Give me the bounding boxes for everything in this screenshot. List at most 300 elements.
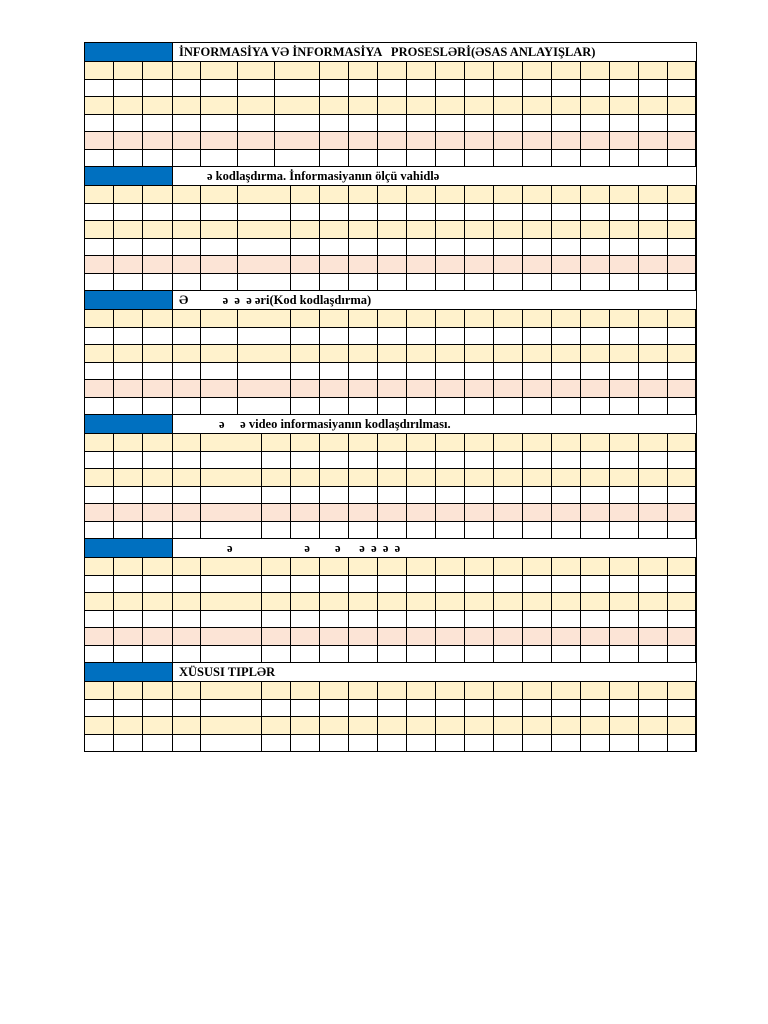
grid-cell[interactable] [85,611,114,628]
grid-cell[interactable] [201,328,238,345]
grid-cell[interactable] [639,363,668,380]
grid-cell[interactable] [436,576,465,593]
grid-cell[interactable] [436,239,465,256]
grid-cell[interactable] [114,452,143,469]
grid-cell[interactable] [523,380,552,397]
grid-cell[interactable] [85,310,114,327]
grid-cell[interactable] [85,380,114,397]
grid-cell[interactable] [201,469,262,486]
grid-cell[interactable] [114,363,143,380]
grid-cell[interactable] [143,628,173,645]
grid-cell[interactable] [552,62,581,79]
section-title[interactable]: XÜSUSI TIPLƏR [179,665,276,679]
grid-cell[interactable] [378,558,407,575]
grid-cell[interactable] [494,132,523,149]
grid-cell[interactable] [291,186,320,203]
grid-cell[interactable] [85,628,114,645]
grid-cell[interactable] [114,150,143,167]
grid-cell[interactable] [465,256,494,273]
grid-cell[interactable] [291,274,320,291]
grid-cell[interactable] [407,452,436,469]
grid-cell[interactable] [238,274,291,291]
grid-cell[interactable] [378,380,407,397]
grid-cell[interactable] [668,593,696,610]
grid-cell[interactable] [581,398,610,415]
grid-cell[interactable] [494,593,523,610]
grid-cell[interactable] [238,186,291,203]
grid-cell[interactable] [201,62,238,79]
grid-cell[interactable] [523,504,552,521]
grid-cell[interactable] [262,469,291,486]
grid-cell[interactable] [494,504,523,521]
grid-cell[interactable] [465,97,494,114]
grid-cell[interactable] [465,717,494,734]
grid-cell[interactable] [378,239,407,256]
grid-cell[interactable] [436,363,465,380]
grid-cell[interactable] [114,204,143,221]
grid-cell[interactable] [552,328,581,345]
grid-cell[interactable] [238,204,291,221]
grid-cell[interactable] [639,469,668,486]
grid-cell[interactable] [581,469,610,486]
grid-cell[interactable] [610,628,639,645]
grid-cell[interactable] [581,239,610,256]
grid-cell[interactable] [523,221,552,238]
grid-cell[interactable] [143,735,173,752]
grid-cell[interactable] [143,504,173,521]
grid-cell[interactable] [494,380,523,397]
grid-cell[interactable] [143,115,173,132]
grid-cell[interactable] [407,434,436,451]
grid-cell[interactable] [407,328,436,345]
grid-cell[interactable] [494,310,523,327]
grid-cell[interactable] [291,452,320,469]
grid-cell[interactable] [378,204,407,221]
grid-cell[interactable] [291,558,320,575]
grid-cell[interactable] [85,398,114,415]
grid-cell[interactable] [610,646,639,663]
grid-cell[interactable] [173,576,201,593]
grid-cell[interactable] [610,239,639,256]
grid-cell[interactable] [552,593,581,610]
grid-cell[interactable] [349,576,378,593]
grid-cell[interactable] [85,221,114,238]
grid-cell[interactable] [173,310,201,327]
grid-cell[interactable] [85,700,114,717]
grid-cell[interactable] [639,310,668,327]
grid-cell[interactable] [173,452,201,469]
grid-cell[interactable] [639,132,668,149]
grid-cell[interactable] [114,469,143,486]
grid-cell[interactable] [320,345,349,362]
grid-cell[interactable] [349,434,378,451]
grid-cell[interactable] [114,593,143,610]
grid-cell[interactable] [143,469,173,486]
grid-cell[interactable] [114,434,143,451]
grid-cell[interactable] [465,363,494,380]
header-accent-cell[interactable] [85,663,173,681]
grid-cell[interactable] [639,186,668,203]
grid-cell[interactable] [85,363,114,380]
grid-cell[interactable] [85,239,114,256]
grid-cell[interactable] [639,221,668,238]
grid-cell[interactable] [238,345,291,362]
grid-cell[interactable] [610,186,639,203]
grid-cell[interactable] [523,487,552,504]
grid-cell[interactable] [320,256,349,273]
grid-cell[interactable] [114,62,143,79]
grid-cell[interactable] [523,115,552,132]
grid-cell[interactable] [610,97,639,114]
grid-cell[interactable] [85,452,114,469]
grid-cell[interactable] [349,274,378,291]
grid-cell[interactable] [668,469,696,486]
grid-cell[interactable] [349,717,378,734]
header-accent-cell[interactable] [85,539,173,557]
grid-cell[interactable] [436,611,465,628]
grid-cell[interactable] [85,274,114,291]
grid-cell[interactable] [320,398,349,415]
grid-cell[interactable] [143,80,173,97]
grid-cell[interactable] [201,682,262,699]
grid-cell[interactable] [238,363,291,380]
grid-cell[interactable] [610,274,639,291]
grid-cell[interactable] [291,682,320,699]
grid-cell[interactable] [436,735,465,752]
grid-cell[interactable] [407,504,436,521]
grid-cell[interactable] [610,363,639,380]
grid-cell[interactable] [238,328,291,345]
grid-cell[interactable] [552,628,581,645]
grid-cell[interactable] [465,328,494,345]
grid-cell[interactable] [552,611,581,628]
grid-cell[interactable] [639,398,668,415]
grid-cell[interactable] [173,611,201,628]
grid-cell[interactable] [552,310,581,327]
grid-cell[interactable] [143,328,173,345]
grid-cell[interactable] [668,646,696,663]
grid-cell[interactable] [523,452,552,469]
grid-cell[interactable] [173,380,201,397]
grid-cell[interactable] [639,487,668,504]
grid-cell[interactable] [378,735,407,752]
grid-cell[interactable] [523,628,552,645]
grid-cell[interactable] [201,452,262,469]
grid-cell[interactable] [581,646,610,663]
grid-cell[interactable] [639,345,668,362]
grid-cell[interactable] [262,434,291,451]
grid-cell[interactable] [407,239,436,256]
grid-cell[interactable] [668,310,696,327]
grid-cell[interactable] [581,328,610,345]
grid-cell[interactable] [552,682,581,699]
grid-cell[interactable] [173,345,201,362]
grid-cell[interactable] [494,115,523,132]
grid-cell[interactable] [668,628,696,645]
grid-cell[interactable] [238,398,291,415]
grid-cell[interactable] [143,593,173,610]
grid-cell[interactable] [173,363,201,380]
grid-cell[interactable] [320,62,349,79]
grid-cell[interactable] [494,611,523,628]
grid-cell[interactable] [552,504,581,521]
grid-cell[interactable] [581,363,610,380]
grid-cell[interactable] [465,735,494,752]
section-title[interactable]: ə ə video informasiyanın kodlaşdırılması. [219,417,451,431]
grid-cell[interactable] [552,646,581,663]
grid-cell[interactable] [465,62,494,79]
grid-cell[interactable] [639,434,668,451]
grid-cell[interactable] [494,717,523,734]
grid-cell[interactable] [581,735,610,752]
grid-cell[interactable] [114,576,143,593]
grid-cell[interactable] [668,398,696,415]
grid-cell[interactable] [320,469,349,486]
grid-cell[interactable] [668,380,696,397]
grid-cell[interactable] [552,204,581,221]
grid-cell[interactable] [173,80,201,97]
grid-cell[interactable] [494,62,523,79]
grid-cell[interactable] [85,256,114,273]
grid-cell[interactable] [552,221,581,238]
grid-cell[interactable] [114,115,143,132]
grid-cell[interactable] [320,558,349,575]
grid-cell[interactable] [378,310,407,327]
grid-cell[interactable] [407,522,436,539]
grid-cell[interactable] [436,682,465,699]
grid-cell[interactable] [465,558,494,575]
grid-cell[interactable] [173,115,201,132]
grid-cell[interactable] [173,239,201,256]
grid-cell[interactable] [494,469,523,486]
grid-cell[interactable] [85,80,114,97]
grid-cell[interactable] [581,256,610,273]
grid-cell[interactable] [610,256,639,273]
grid-cell[interactable] [581,345,610,362]
grid-cell[interactable] [668,611,696,628]
grid-cell[interactable] [465,522,494,539]
grid-cell[interactable] [201,80,238,97]
grid-cell[interactable] [349,256,378,273]
grid-cell[interactable] [581,522,610,539]
grid-cell[interactable] [465,487,494,504]
grid-cell[interactable] [378,434,407,451]
grid-cell[interactable] [320,186,349,203]
grid-cell[interactable] [668,256,696,273]
grid-cell[interactable] [581,62,610,79]
grid-cell[interactable] [436,380,465,397]
grid-cell[interactable] [407,204,436,221]
grid-cell[interactable] [407,186,436,203]
grid-cell[interactable] [143,221,173,238]
grid-cell[interactable] [668,363,696,380]
grid-cell[interactable] [523,274,552,291]
grid-cell[interactable] [639,717,668,734]
grid-cell[interactable] [85,150,114,167]
grid-cell[interactable] [465,186,494,203]
grid-cell[interactable] [639,97,668,114]
grid-cell[interactable] [378,221,407,238]
grid-cell[interactable] [349,628,378,645]
grid-cell[interactable] [610,434,639,451]
grid-cell[interactable] [436,345,465,362]
grid-cell[interactable] [173,434,201,451]
grid-cell[interactable] [291,628,320,645]
grid-cell[interactable] [668,487,696,504]
grid-cell[interactable] [291,576,320,593]
grid-cell[interactable] [610,700,639,717]
grid-cell[interactable] [494,434,523,451]
grid-cell[interactable] [610,504,639,521]
grid-cell[interactable] [523,328,552,345]
grid-cell[interactable] [378,115,407,132]
grid-cell[interactable] [262,700,291,717]
grid-cell[interactable] [581,593,610,610]
grid-cell[interactable] [173,504,201,521]
grid-cell[interactable] [291,611,320,628]
grid-cell[interactable] [143,239,173,256]
grid-cell[interactable] [668,717,696,734]
grid-cell[interactable] [85,62,114,79]
grid-cell[interactable] [85,487,114,504]
grid-cell[interactable] [639,628,668,645]
grid-cell[interactable] [201,150,238,167]
grid-cell[interactable] [523,80,552,97]
grid-cell[interactable] [114,717,143,734]
grid-cell[interactable] [581,150,610,167]
grid-cell[interactable] [407,256,436,273]
grid-cell[interactable] [143,522,173,539]
grid-cell[interactable] [201,97,238,114]
grid-cell[interactable] [523,204,552,221]
grid-cell[interactable] [143,204,173,221]
grid-cell[interactable] [201,363,238,380]
grid-cell[interactable] [407,310,436,327]
grid-cell[interactable] [523,522,552,539]
grid-cell[interactable] [262,452,291,469]
grid-cell[interactable] [201,398,238,415]
grid-cell[interactable] [494,452,523,469]
grid-cell[interactable] [349,97,378,114]
grid-cell[interactable] [378,593,407,610]
grid-cell[interactable] [639,522,668,539]
grid-cell[interactable] [668,735,696,752]
grid-cell[interactable] [291,735,320,752]
grid-cell[interactable] [320,328,349,345]
grid-cell[interactable] [523,576,552,593]
grid-cell[interactable] [668,682,696,699]
grid-cell[interactable] [668,150,696,167]
grid-cell[interactable] [494,150,523,167]
grid-cell[interactable] [436,504,465,521]
grid-cell[interactable] [173,204,201,221]
grid-cell[interactable] [291,221,320,238]
grid-cell[interactable] [349,646,378,663]
grid-cell[interactable] [201,628,262,645]
grid-cell[interactable] [610,62,639,79]
grid-cell[interactable] [85,593,114,610]
grid-cell[interactable] [668,328,696,345]
grid-cell[interactable] [173,186,201,203]
grid-cell[interactable] [114,700,143,717]
grid-cell[interactable] [349,700,378,717]
grid-cell[interactable] [291,204,320,221]
section-title[interactable]: ə kodlaşdırma. İnformasiyanın ölçü vahidlə [207,169,440,183]
grid-cell[interactable] [291,239,320,256]
grid-cell[interactable] [494,80,523,97]
grid-cell[interactable] [378,363,407,380]
grid-cell[interactable] [436,221,465,238]
grid-cell[interactable] [407,717,436,734]
grid-cell[interactable] [378,469,407,486]
grid-cell[interactable] [552,487,581,504]
grid-cell[interactable] [114,239,143,256]
grid-cell[interactable] [436,256,465,273]
grid-cell[interactable] [407,132,436,149]
grid-cell[interactable] [85,735,114,752]
grid-cell[interactable] [114,186,143,203]
grid-cell[interactable] [114,310,143,327]
grid-cell[interactable] [143,700,173,717]
grid-cell[interactable] [668,221,696,238]
grid-cell[interactable] [201,239,238,256]
grid-cell[interactable] [238,239,291,256]
grid-cell[interactable] [610,576,639,593]
grid-cell[interactable] [465,700,494,717]
grid-cell[interactable] [262,593,291,610]
grid-cell[interactable] [143,132,173,149]
grid-cell[interactable] [552,256,581,273]
grid-cell[interactable] [465,452,494,469]
grid-cell[interactable] [494,522,523,539]
grid-cell[interactable] [114,487,143,504]
grid-cell[interactable] [407,80,436,97]
grid-cell[interactable] [552,274,581,291]
grid-cell[interactable] [173,62,201,79]
header-accent-cell[interactable] [85,167,173,185]
grid-cell[interactable] [85,115,114,132]
grid-cell[interactable] [436,80,465,97]
grid-cell[interactable] [378,256,407,273]
grid-cell[interactable] [436,132,465,149]
grid-cell[interactable] [581,558,610,575]
grid-cell[interactable] [143,558,173,575]
grid-cell[interactable] [436,522,465,539]
grid-cell[interactable] [465,204,494,221]
grid-cell[interactable] [114,328,143,345]
grid-cell[interactable] [349,80,378,97]
grid-cell[interactable] [320,221,349,238]
grid-cell[interactable] [349,593,378,610]
grid-cell[interactable] [523,97,552,114]
grid-cell[interactable] [349,380,378,397]
grid-cell[interactable] [465,611,494,628]
grid-cell[interactable] [668,274,696,291]
grid-cell[interactable] [494,256,523,273]
grid-cell[interactable] [436,628,465,645]
grid-cell[interactable] [378,97,407,114]
grid-cell[interactable] [320,717,349,734]
grid-cell[interactable] [494,646,523,663]
grid-cell[interactable] [639,115,668,132]
grid-cell[interactable] [320,682,349,699]
grid-cell[interactable] [639,204,668,221]
grid-cell[interactable] [143,398,173,415]
grid-cell[interactable] [201,115,238,132]
grid-cell[interactable] [465,576,494,593]
grid-cell[interactable] [523,132,552,149]
grid-cell[interactable] [173,717,201,734]
